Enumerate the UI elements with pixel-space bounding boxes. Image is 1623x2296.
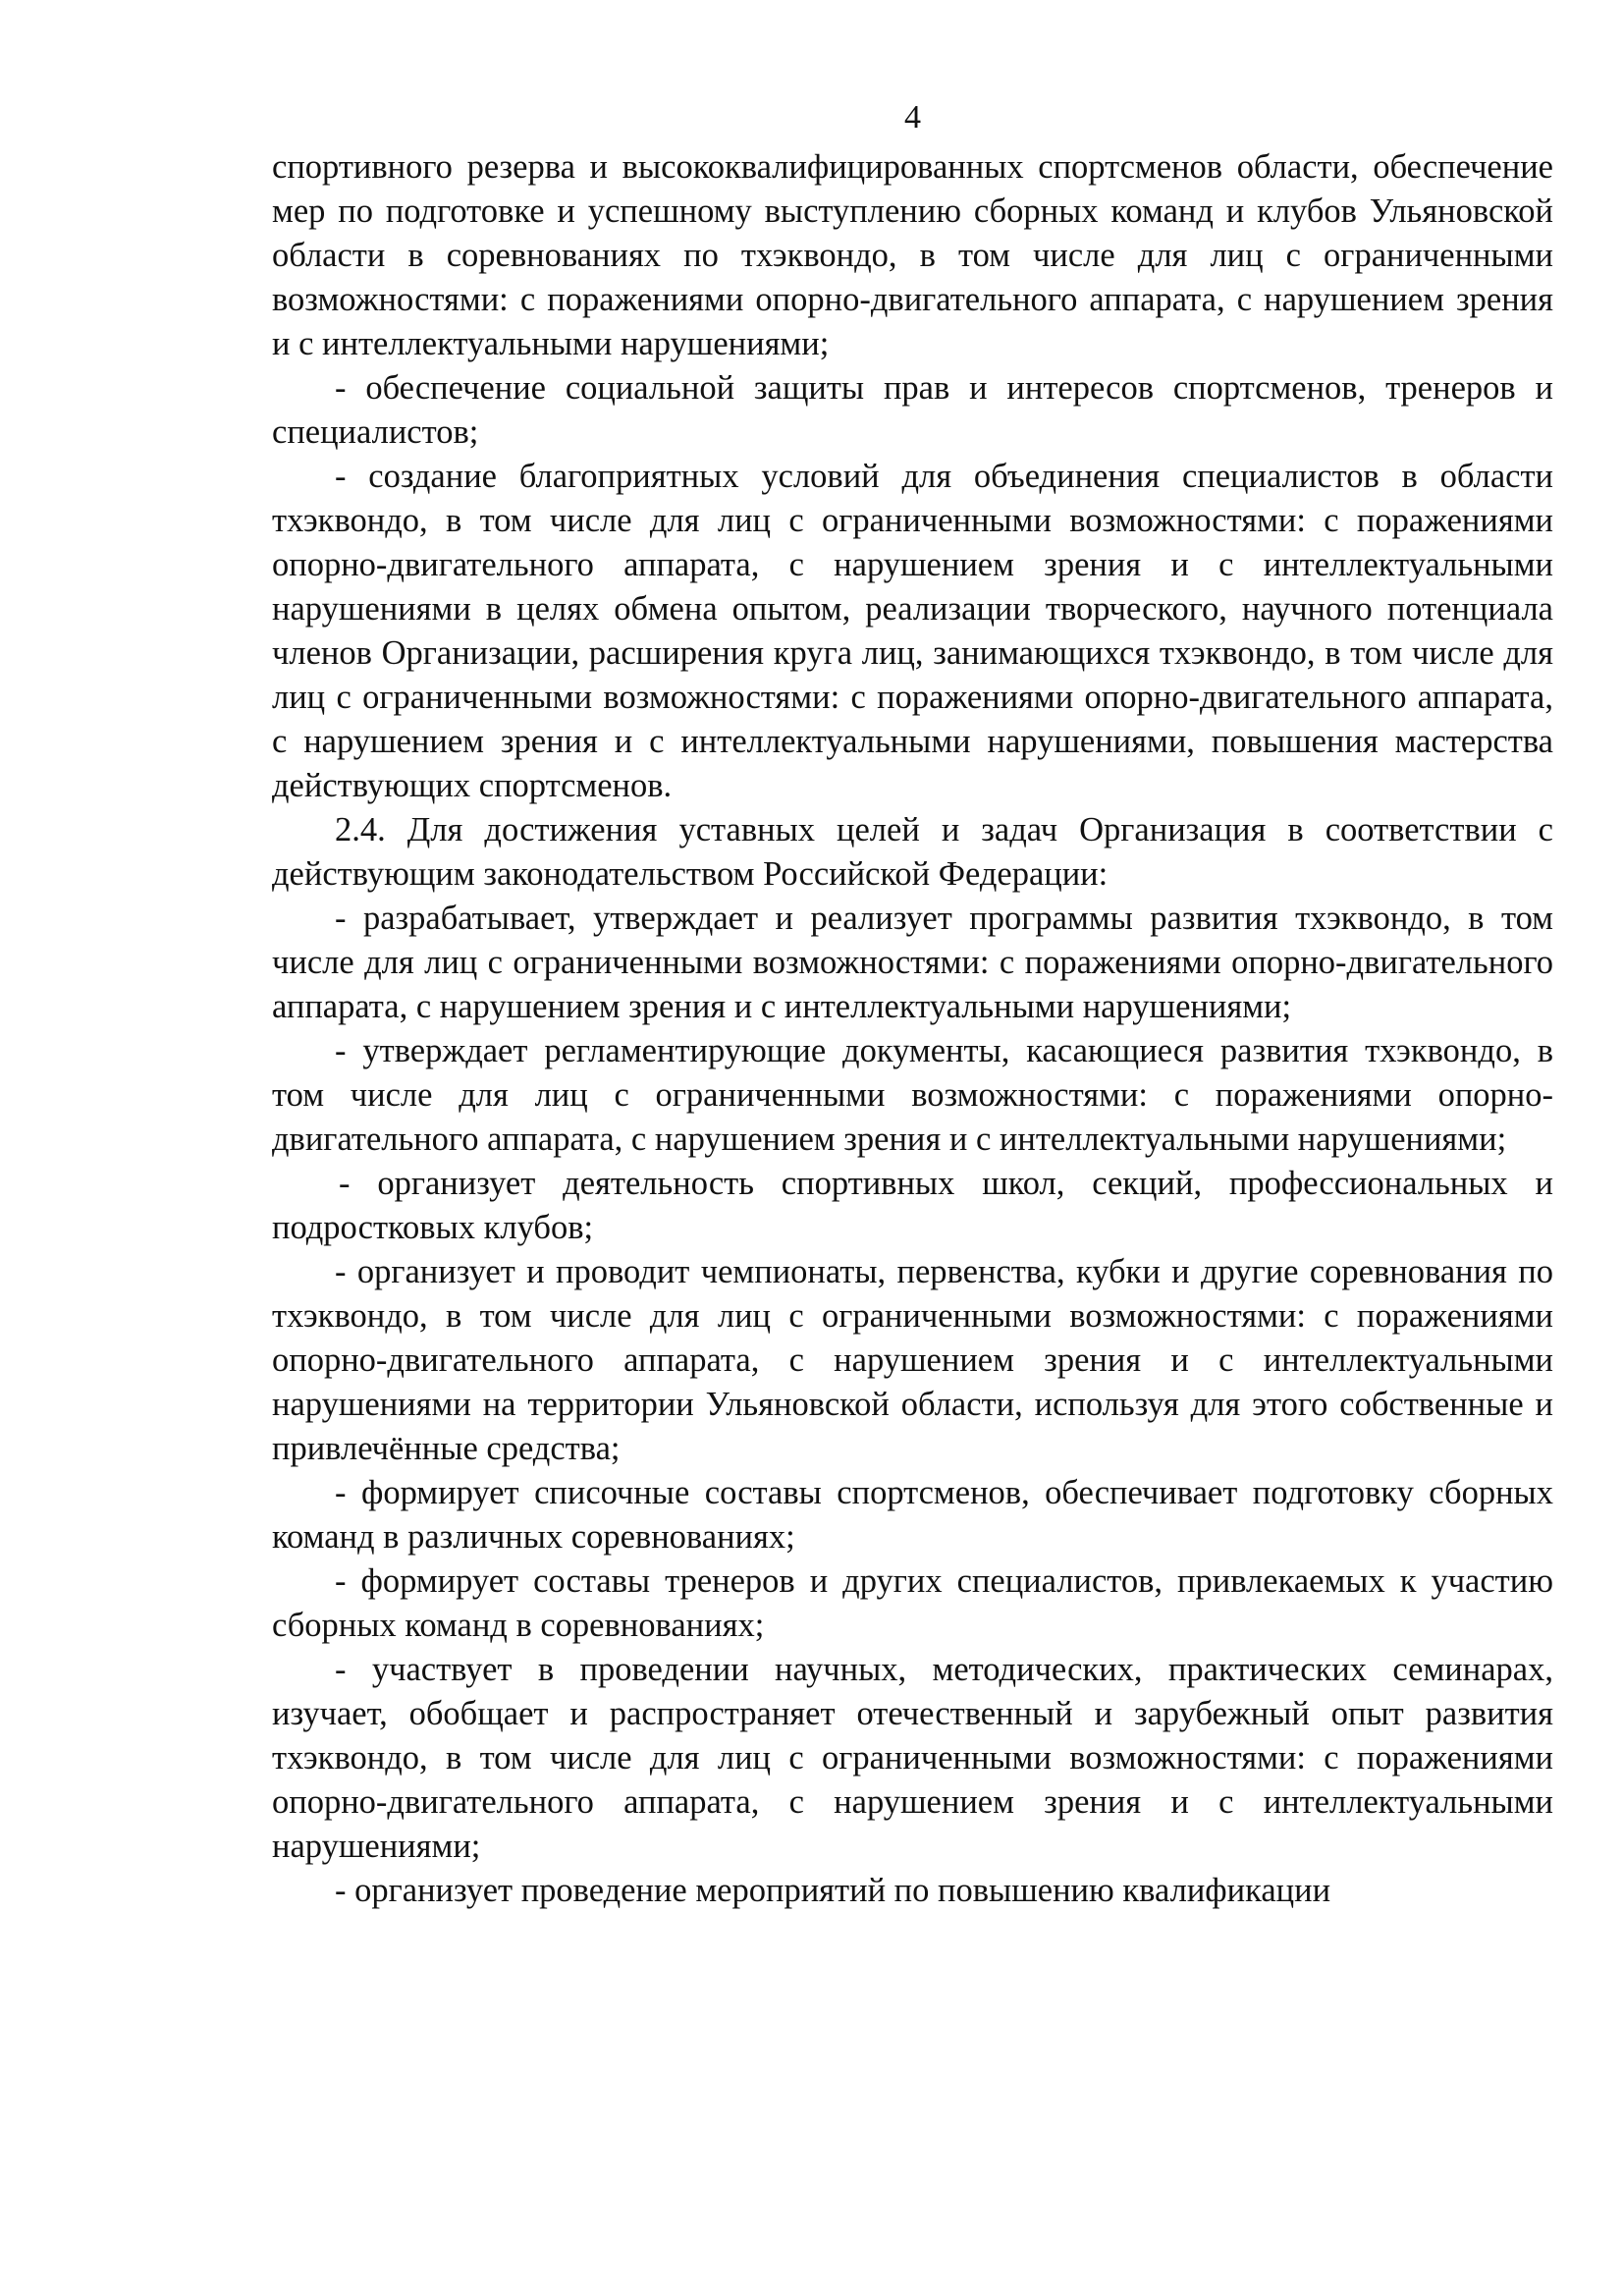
paragraph-programs: - разрабатывает, утверждает и реализует программы развития тхэквондо, в том числе для лиц с ограниченными возможностями: с поражениями опорно-двигательного аппарата, с нарушением зрения и с интеллектуальными нарушениями;	[272, 900, 1553, 1025]
paragraph-favorable-conditions: - создание благоприятных условий для объединения специалистов в области тхэквондо, в том числе для лиц с ограниченными возможностями: с поражениями опорно-двигательного аппарата, с нарушением зрения и с интеллектуальными нарушениями в целях обмена опытом, реализации творческого, научного потенциала членов Организации, расширения круга лиц, занимающихся тхэквондо, в том числе для лиц с ограниченными возможностями: с поражениями опорно-двигательного аппарата, с нарушением зрения и с интеллектуальными нарушениями, повышения мастерства действующих спортсменов.	[272, 458, 1553, 804]
paragraph-schools: - организует деятельность спортивных школ, секций, профессиональных и подростковых клубов;	[272, 1165, 1553, 1246]
paragraph-section-2-4: 2.4. Для достижения уставных целей и задач Организация в соответствии с действующим законодательством Российской Федерации:	[272, 811, 1553, 893]
paragraph-seminars: - участвует в проведении научных, методических, практических семинарах, изучает, обобщает и распространяет отечественный и зарубежный опыт развития тхэквондо, в том числе для лиц с ограниченными возможностями: с поражениями опорно-двигательного аппарата, с нарушением зрения и с интеллектуальными нарушениями;	[272, 1651, 1553, 1865]
page-number: 4	[904, 99, 921, 136]
paragraph-rosters: - формирует списочные составы спортсменов, обеспечивает подготовку сборных команд в различных соревнованиях;	[272, 1474, 1553, 1556]
paragraph-continuation: спортивного резерва и высококвалифицированных спортсменов области, обеспечение мер по подготовке и успешному выступлению сборных команд и клубов Ульяновской области в соревнованиях по тхэквондо, в том числе для лиц с ограниченными возможностями: с поражениями опорно-двигательного аппарата, с нарушением зрения и с интеллектуальными нарушениями;	[272, 148, 1553, 362]
paragraph-regulations: - утверждает регламентирующие документы, касающиеся развития тхэквондо, в том числе для лиц с ограниченными возможностями: с поражениями опорно-двигательного аппарата, с нарушением зрения и с интеллектуальными нарушениями;	[272, 1032, 1553, 1158]
document-page	[272, 96, 1553, 1913]
paragraph-social-protection: - обеспечение социальной защиты прав и интересов спортсменов, тренеров и специалистов;	[272, 369, 1553, 451]
paragraph-coaches: - формирует составы тренеров и других специалистов, привлекаемых к участию сборных команд в соревнованиях;	[272, 1562, 1553, 1644]
paragraph-championships: - организует и проводит чемпионаты, первенства, кубки и другие соревнования по тхэквондо, в том числе для лиц с ограниченными возможностями: с поражениями опорно-двигательного аппарата, с нарушением зрения и с интеллектуальными нарушениями на территории Ульяновской области, используя для этого собственные и привлечённые средства;	[272, 1253, 1553, 1467]
paragraph-qualification: - организует проведение мероприятий по повышению квалификации	[335, 1872, 1331, 1909]
